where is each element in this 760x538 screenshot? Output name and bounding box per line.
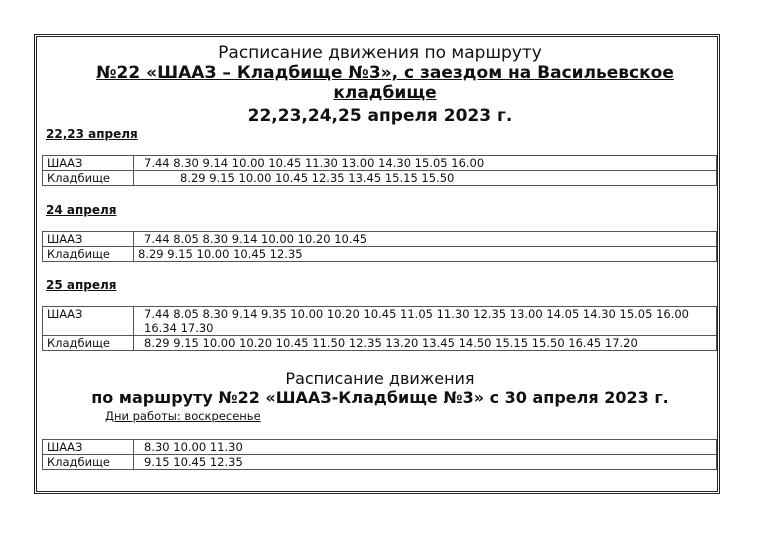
schedule-table	[42, 155, 717, 186]
table-row	[43, 232, 717, 247]
stop-name: ШААЗ	[43, 307, 134, 336]
departure-times: 8.30 10.00 11.30	[134, 440, 717, 455]
new-route-title: по маршруту №22 «ШААЗ-Кладбище №3» с 30 апреля 2023 г.	[91, 388, 669, 407]
departure-times: 7.44 8.30 9.14 10.00 10.45 11.30 13.00 14.30 15.05 16.00	[134, 156, 717, 171]
departure-times: 7.44 8.05 8.30 9.14 9.35 10.00 10.20 10.45 11.05 11.30 12.35 13.00 14.05 14.30 15.05 16.00 16.34 17.30	[134, 307, 717, 336]
stop-name: Кладбище	[43, 336, 134, 351]
stop-name: ШААЗ	[43, 232, 134, 247]
schedule-title: Расписание движения по маршруту	[218, 43, 542, 63]
stop-name: Кладбище	[43, 247, 134, 262]
departure-times: 8.29 9.15 10.00 10.45 12.35 13.45 15.15 15.50	[134, 171, 717, 186]
route-title	[60, 63, 710, 103]
table-row	[43, 171, 717, 186]
schedule-table	[42, 306, 717, 351]
day-heading: 22,23 апреля	[46, 127, 138, 141]
schedule-dates: 22,23,24,25 апреля 2023 г.	[247, 106, 513, 126]
table-row	[43, 247, 717, 262]
route-title-text: №22 «ШААЗ – Кладбище №3», с заездом на Васильевское кладбище	[96, 63, 674, 103]
table-row	[43, 307, 717, 336]
new-schedule-title: Расписание движения	[285, 369, 475, 388]
table-row	[43, 156, 717, 171]
departure-times: 7.44 8.05 8.30 9.14 10.00 10.20 10.45	[134, 232, 717, 247]
workdays-note: Дни работы: воскресенье	[105, 409, 261, 423]
schedule-table	[42, 231, 717, 262]
document-frame	[34, 34, 720, 494]
table-row	[43, 336, 717, 351]
schedule-table	[42, 439, 717, 470]
table-row	[43, 440, 717, 455]
table-row	[43, 455, 717, 470]
day-heading: 24 апреля	[46, 203, 117, 217]
departure-times: 9.15 10.45 12.35	[134, 455, 717, 470]
stop-name: ШААЗ	[43, 156, 134, 171]
stop-name: Кладбище	[43, 171, 134, 186]
stop-name: ШААЗ	[43, 440, 134, 455]
departure-times: 8.29 9.15 10.00 10.45 12.35	[134, 247, 717, 262]
day-heading: 25 апреля	[46, 278, 117, 292]
departure-times: 8.29 9.15 10.00 10.20 10.45 11.50 12.35 13.20 13.45 14.50 15.15 15.50 16.45 17.20	[134, 336, 717, 351]
stop-name: Кладбище	[43, 455, 134, 470]
